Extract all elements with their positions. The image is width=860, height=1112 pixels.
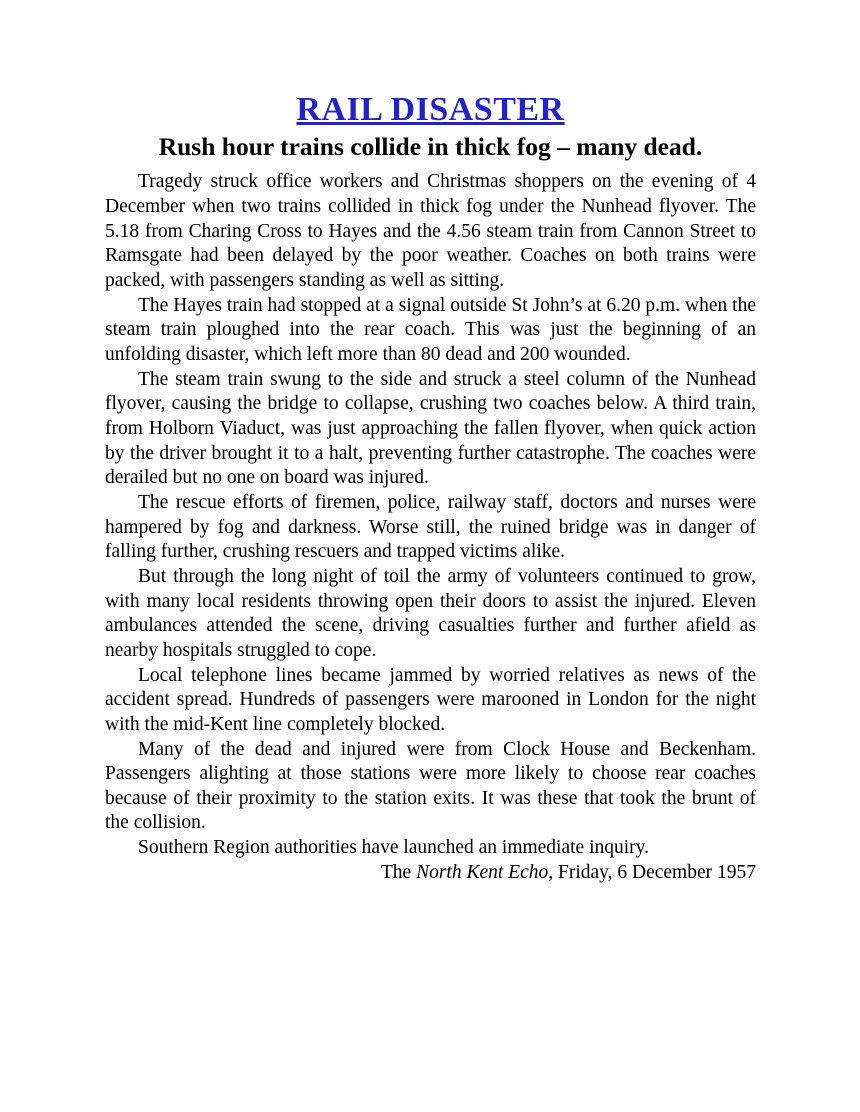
paragraph: Many of the dead and injured were from Clock House and Beckenham. Passengers alighting at those stations were more likely to choose rear coaches because of their proximity to the station exits. It was these that took the brunt of the collision. [105,738,756,834]
paragraph: Local telephone lines became jammed by worried relatives as news of the accident spread. Hundreds of passengers were marooned in London for the night with the mid-Kent line completely blocked. [105,664,756,735]
paragraph: The rescue efforts of firemen, police, railway staff, doctors and nurses were hampered by fog and darkness. Worse still, the ruined bridge was in danger of falling further, crushing rescuers and trapped victims alike. [105,491,756,563]
article-body [105,170,756,860]
paragraph: Southern Region authorities have launched an immediate inquiry. [138,837,650,859]
attribution-line [105,861,756,886]
attribution-prefix: The [380,861,417,883]
attribution-suffix: , Friday, 6 December 1957 [548,861,756,883]
publication-name: North Kent Echo [416,861,549,883]
paragraph: The steam train swung to the side and struck a steel column of the Nunhead flyover, causing the bridge to collapse, crushing two coaches below. A third train, from Holborn Viaduct, was just approaching the fallen flyover, when quick action by the driver brought it to a halt, preventing further catastrophe. The coaches were derailed but no one on board was injured. [105,368,756,489]
article-subtitle: Rush hour trains collide in thick fog – many dead. [158,132,703,162]
article-title-text: RAIL DISASTER [296,91,565,128]
paragraph: But through the long night of toil the army of volunteers continued to grow, with many local residents throwing open their doors to assist the injured. Eleven ambulances attended the scene, driving casualties further and further afield as nearby hospitals struggled to cope. [105,565,756,661]
article-title [105,90,756,129]
paragraph: The Hayes train had stopped at a signal outside St John’s at 6.20 p.m. when the steam train ploughed into the rear coach. This was just the beginning of an unfolding disaster, which left more than 80 dead and 200 wounded. [105,294,756,365]
paragraph: Tragedy struck office workers and Christmas shoppers on the evening of 4 December when two trains collided in thick fog under the Nunhead flyover. The 5.18 from Charing Cross to Hayes and the 4.56 steam train from Cannon Street to Ramsgate had been delayed by the poor weather. Coaches on both trains were packed, with passengers standing as well as sitting. [105,171,756,292]
